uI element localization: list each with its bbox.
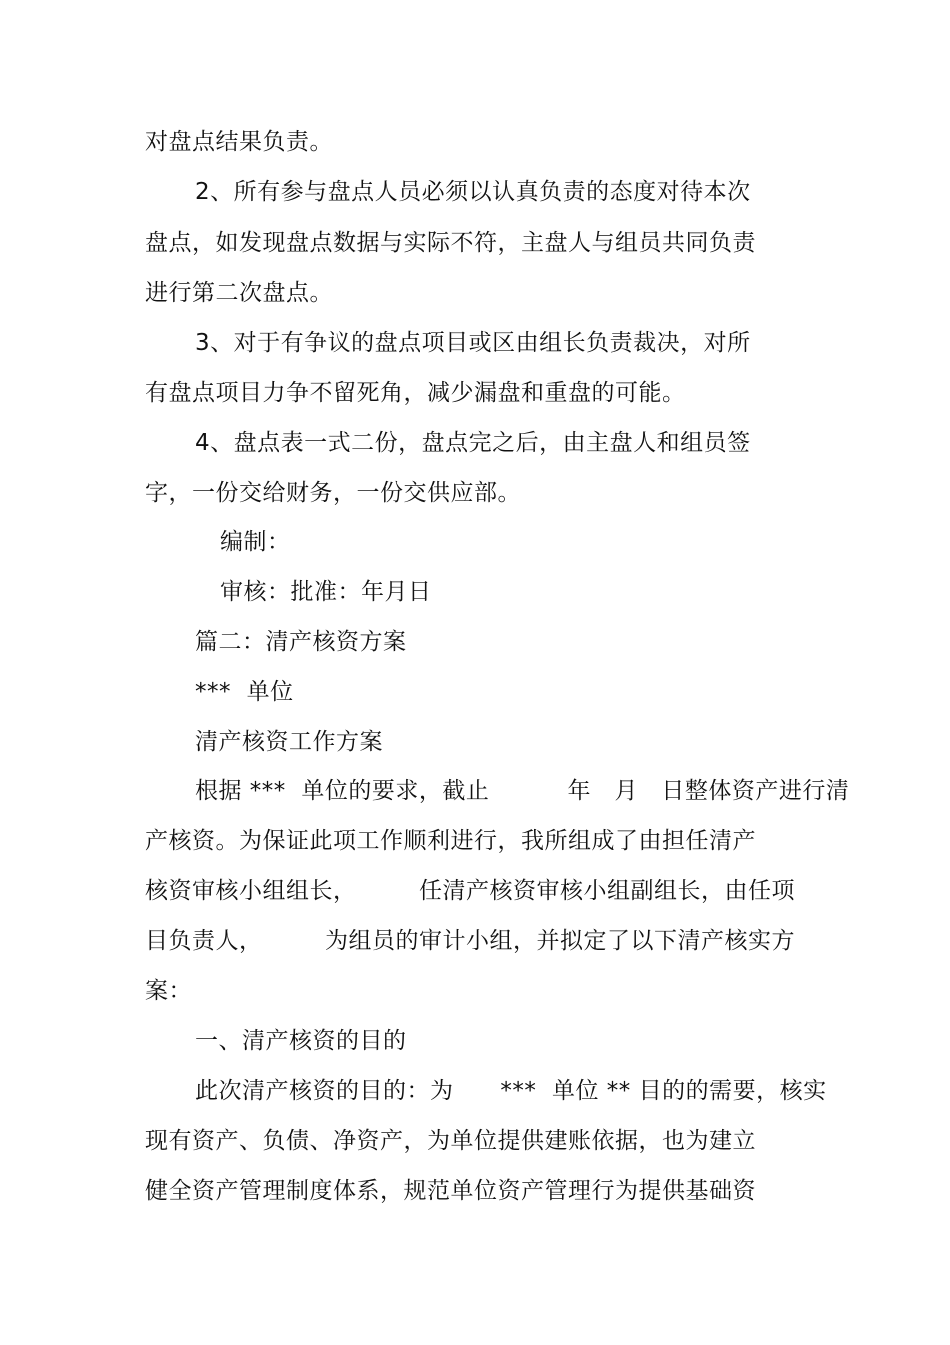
text-line: 核资审核小组组长， 任清产核资审核小组副组长，由任项: [145, 878, 795, 904]
text-line: 健全资产管理制度体系，规范单位资产管理行为提供基础资: [145, 1178, 756, 1204]
text-line: 进行第二次盘点。: [145, 280, 333, 306]
text-line: 盘点，如发现盘点数据与实际不符，主盘人与组员共同负责: [145, 230, 756, 256]
text-line: 现有资产、负债、净资产，为单位提供建账依据，也为建立: [145, 1128, 756, 1154]
text-line: 此次清产核资的目的：为 *** 单位 ** 目的的需要，核实: [195, 1078, 827, 1104]
text-line: 字，一份交给财务，一份交供应部。: [145, 480, 521, 506]
text-line: 清产核资工作方案: [195, 729, 383, 755]
text-line: 有盘点项目力争不留死角，减少漏盘和重盘的可能。: [145, 380, 686, 406]
text-line: 3、对于有争议的盘点项目或区由组长负责裁决，对所: [195, 330, 751, 356]
text-line: 审核：批准：年月日: [220, 579, 432, 605]
text-line: 根据 *** 单位的要求，截止 年 月 日整体资产进行清: [195, 778, 850, 804]
text-line: 产核资。为保证此项工作顺利进行，我所组成了由担任清产: [145, 828, 756, 854]
text-line: 目负责人， 为组员的审计小组，并拟定了以下清产核实方: [145, 928, 795, 954]
text-line: 4、盘点表一式二份，盘点完之后，由主盘人和组员签: [195, 430, 751, 456]
text-line: *** 单位: [195, 679, 294, 705]
section-heading: 篇二：清产核资方案: [195, 629, 407, 655]
section-heading: 一、清产核资的目的: [195, 1028, 407, 1054]
text-line: 2、所有参与盘点人员必须以认真负责的态度对待本次: [195, 179, 751, 205]
text-line: 编制：: [220, 529, 291, 555]
text-line: 对盘点结果负责。: [145, 129, 333, 155]
text-line: 案：: [145, 978, 192, 1004]
